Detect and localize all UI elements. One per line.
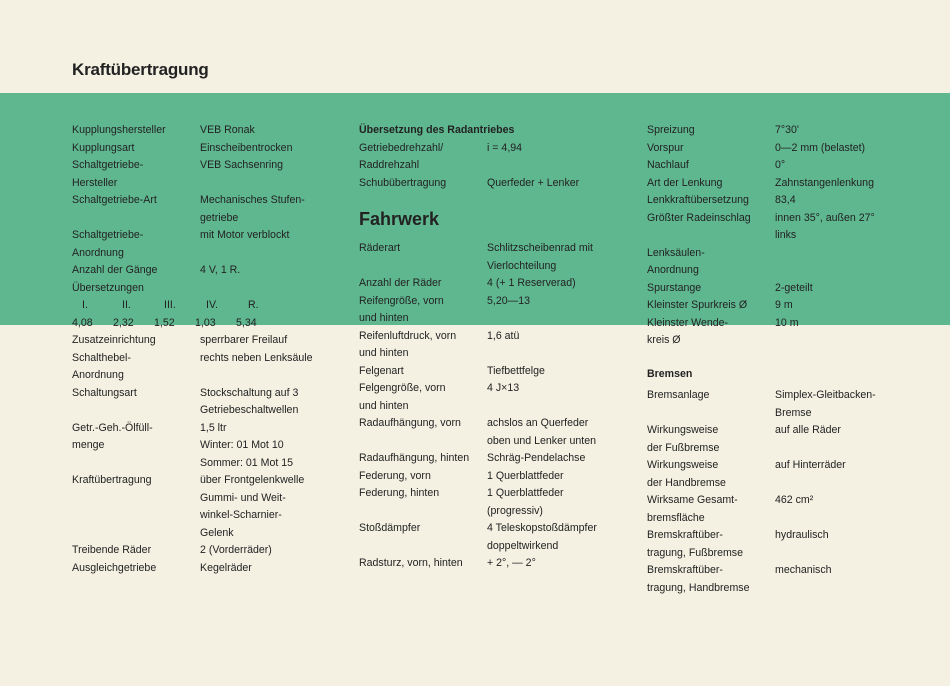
spec-value: mechanisch — [775, 564, 832, 576]
spec-row — [72, 262, 330, 280]
spec-row — [647, 140, 897, 158]
spec-label: Nachlauf — [647, 159, 689, 171]
spec-row — [647, 210, 897, 245]
spec-label: Spurstange — [647, 281, 702, 294]
gear-name: R. — [248, 299, 259, 311]
spec-row — [72, 420, 330, 473]
spec-value: mit Motor verblockt — [200, 229, 290, 241]
spec-value: Tiefbettfelge — [487, 364, 545, 377]
spec-value: VEB Ronak — [200, 124, 255, 136]
gear-names-row — [72, 297, 330, 315]
spec-value: 2-geteilt — [775, 281, 813, 294]
spec-row — [359, 380, 619, 415]
spec-label: Felgengröße, vorn und hinten — [359, 382, 446, 412]
spec-label: Felgenart — [359, 364, 404, 377]
spec-value: 4 Teleskopstoßdämpfer doppeltwirkend — [487, 522, 597, 552]
spec-value: Stockschaltung auf 3 Getriebeschaltwellen — [200, 386, 299, 416]
spec-row — [72, 140, 330, 158]
steering-brakes-column — [647, 122, 897, 597]
spec-value: Schlitzscheibenrad mit Vierlochteilung — [487, 242, 593, 272]
spec-label: Federung, hinten — [359, 487, 440, 499]
spec-value — [200, 280, 330, 298]
spec-label: Zusatzeinrichtung — [72, 334, 156, 346]
spec-row — [359, 468, 619, 486]
spec-label: Kleinster Wende- kreis Ø — [647, 316, 729, 346]
spec-label: Lenksäulen- Anordnung — [647, 246, 705, 276]
spec-label: Anzahl der Räder — [359, 277, 442, 289]
spec-value: 1,5 ltr Winter: 01 Mot 10 Sommer: 01 Mot 15 — [200, 421, 294, 469]
gear-value: 2,32 — [113, 316, 134, 329]
spec-value: hydraulisch — [775, 529, 829, 541]
spec-row — [647, 492, 897, 527]
spec-row — [647, 122, 897, 140]
spec-label: Vorspur — [647, 141, 684, 154]
gear-values-row — [72, 315, 330, 333]
gear-name: III. — [164, 299, 176, 311]
spec-value: 462 cm² — [775, 494, 814, 506]
spec-label: Kupplungsart — [72, 141, 135, 154]
spec-value: Querfeder + Lenker — [487, 176, 580, 189]
spec-value — [775, 245, 897, 280]
transmission-column — [72, 122, 330, 577]
spec-value: 1 Querblattfeder — [487, 469, 564, 482]
spec-label: Kraftübertragung — [72, 474, 152, 486]
spec-row — [72, 332, 330, 350]
section-heading: Bremsen — [647, 367, 693, 380]
spec-row — [359, 363, 619, 381]
spec-label: Schaltgetriebe- Hersteller — [72, 159, 144, 189]
spec-label: Wirksame Gesamt- bremsfläche — [647, 494, 738, 524]
spec-value: 0—2 mm (belastet) — [775, 141, 866, 154]
spec-label: Größter Radeinschlag — [647, 211, 751, 224]
gear-name: IV. — [206, 299, 218, 311]
spec-row — [72, 542, 330, 560]
spec-value: 83,4 — [775, 194, 796, 206]
spec-row — [647, 157, 897, 175]
spec-label: Bremskraftüber- tragung, Fußbremse — [647, 529, 743, 559]
spec-row — [647, 297, 897, 315]
spec-row — [647, 422, 897, 457]
spec-row — [647, 192, 897, 210]
spec-row — [72, 472, 330, 542]
spec-label: Lenkkraftübersetzung — [647, 194, 749, 206]
spec-label: Wirkungsweise der Handbremse — [647, 459, 726, 489]
spec-value: 9 m — [775, 299, 793, 311]
spec-value: über Frontgelenkwelle Gummi- und Weit- winkel-Scharnier- Gelenk — [200, 474, 305, 539]
spec-label: Anzahl der Gänge — [72, 264, 158, 276]
spec-row — [359, 450, 619, 468]
spec-label: Bremskraftüber- tragung, Handbremse — [647, 564, 750, 594]
spec-label: Wirkungsweise der Fußbremse — [647, 424, 720, 454]
page-title: Kraftübertragung — [72, 60, 209, 79]
spec-value: auf Hinterräder — [775, 459, 846, 471]
spec-row — [647, 315, 897, 350]
spec-row — [359, 520, 619, 555]
spec-row — [72, 192, 330, 227]
spec-row — [72, 350, 330, 385]
spec-value: auf alle Räder — [775, 424, 841, 436]
spec-label: Schaltgetriebe- Anordnung — [72, 229, 144, 259]
spec-label: Schalthebel- Anordnung — [72, 351, 131, 381]
spec-row — [647, 387, 897, 422]
spec-label: Bremsanlage — [647, 389, 710, 401]
spec-label: Kleinster Spurkreis Ø — [647, 299, 748, 311]
spec-label: Radaufhängung, hinten — [359, 452, 470, 464]
spec-value: rechts neben Lenksäule — [200, 351, 313, 364]
section-heading: Übersetzung des Radantriebes — [359, 124, 515, 136]
spec-value: Schräg-Pendelachse — [487, 452, 586, 464]
spec-value: Mechanisches Stufen- getriebe — [200, 194, 305, 224]
spec-label: Schaltgetriebe-Art — [72, 194, 157, 206]
drive-chassis-column — [359, 122, 619, 573]
spec-value: 0° — [775, 159, 786, 171]
spec-row — [359, 415, 619, 450]
spec-row — [359, 485, 619, 520]
spec-row — [359, 275, 619, 293]
spec-row — [72, 157, 330, 192]
spec-label: Schaltungsart — [72, 386, 137, 399]
spec-row — [647, 457, 897, 492]
spec-label: Getriebedrehzahl/ Raddrehzahl — [359, 141, 444, 171]
spec-label: Übersetzungen — [72, 281, 144, 294]
spec-label: Schubübertragung — [359, 176, 447, 189]
spec-value: sperrbarer Freilauf — [200, 334, 288, 346]
spec-row — [359, 328, 619, 363]
spec-value: achslos an Querfeder oben und Lenker unten — [487, 417, 596, 447]
spec-value: Einscheibentrocken — [200, 141, 293, 154]
spec-row — [72, 122, 330, 140]
spec-value: Kegelräder — [200, 561, 252, 574]
spec-row — [72, 280, 330, 298]
spec-label: Federung, vorn — [359, 469, 431, 482]
spec-label: Radsturz, vorn, hinten — [359, 557, 463, 569]
spec-value: 7°30' — [775, 124, 799, 136]
gear-value: 1,52 — [154, 316, 175, 329]
spec-row — [647, 562, 897, 597]
spec-value: 5,20—13 — [487, 294, 530, 307]
spec-label: Reifenluftdruck, vorn und hinten — [359, 329, 457, 359]
spec-value: 4 J×13 — [487, 382, 520, 394]
spec-label: Getr.-Geh.-Ölfüll- menge — [72, 421, 153, 451]
gear-value: 1,03 — [195, 316, 216, 329]
spec-value: i = 4,94 — [487, 141, 523, 154]
spec-row — [72, 227, 330, 262]
spec-row — [359, 555, 619, 573]
spec-label: Treibende Räder — [72, 544, 152, 556]
spec-row — [647, 527, 897, 562]
spec-label: Ausgleichgetriebe — [72, 561, 157, 574]
gear-name: I. — [82, 299, 88, 311]
gear-value: 5,34 — [236, 316, 257, 329]
spec-row — [359, 175, 619, 193]
spec-row — [647, 280, 897, 298]
spec-label: Spreizung — [647, 124, 695, 136]
spec-label: Räderart — [359, 242, 401, 254]
section-heading-large: Fahrwerk — [359, 209, 440, 229]
spec-value: 1 Querblattfeder (progressiv) — [487, 487, 564, 517]
spec-value: Zahnstangenlenkung — [775, 176, 874, 189]
spec-label: Stoßdämpfer — [359, 522, 421, 534]
spec-value: Simplex-Gleitbacken- Bremse — [775, 389, 876, 419]
spec-value: + 2°, — 2° — [487, 557, 536, 569]
spec-row — [72, 560, 330, 578]
spec-label: Art der Lenkung — [647, 176, 723, 189]
spec-value: innen 35°, außen 27° links — [775, 211, 875, 241]
spec-value: 2 (Vorderräder) — [200, 544, 272, 556]
spec-row — [647, 245, 897, 280]
spec-row — [359, 240, 619, 275]
spec-row — [72, 385, 330, 420]
spec-value: 4 (+ 1 Reserverad) — [487, 277, 576, 289]
spec-value: VEB Sachsenring — [200, 159, 284, 171]
spec-row — [647, 175, 897, 193]
spec-label: Radaufhängung, vorn — [359, 417, 461, 429]
spec-value: 1,6 atü — [487, 329, 520, 342]
gear-value: 4,08 — [72, 316, 93, 329]
spec-row — [359, 293, 619, 328]
spec-value: 4 V, 1 R. — [200, 264, 241, 276]
spec-label: Kupplungshersteller — [72, 124, 166, 136]
spec-value: 10 m — [775, 316, 799, 329]
spec-row — [359, 140, 619, 175]
spec-label: Reifengröße, vorn und hinten — [359, 294, 444, 324]
gear-name: II. — [122, 299, 131, 311]
